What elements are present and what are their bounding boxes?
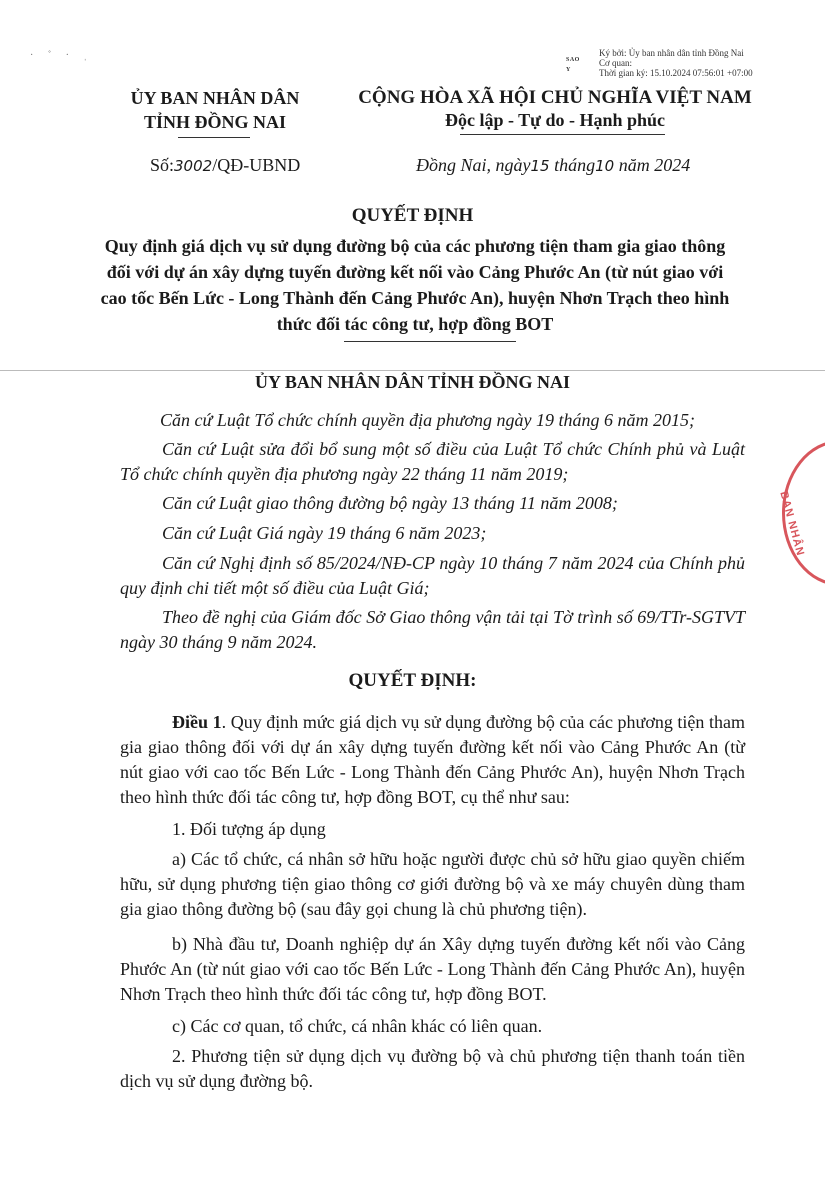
authority-heading: ỦY BAN NHÂN DÂN TỈNH ĐỒNG NAI (254, 372, 571, 392)
decision-heading: QUYẾT ĐỊNH: (348, 670, 477, 691)
legal-basis-3: Căn cứ Luật giao thông đường bộ ngày 13 tháng 11 năm 2008; (162, 493, 618, 513)
sao-y-label: SAO Y (566, 57, 580, 73)
handwritten-day: 15 (530, 157, 550, 175)
seal-text: BAN NHÂN (777, 490, 807, 558)
signature-time: Thời gian ký: 15.10.2024 07:56:01 +07:00 (599, 68, 753, 78)
motto-underline (460, 134, 665, 135)
national-title: CỘNG HÒA XÃ HỘI CHỦ NGHĨA VIỆT NAM (358, 87, 752, 108)
legal-basis-2: Căn cứ Luật sửa đổi bổ sung một số điều của Luật Tổ chức Chính phủ và Luật Tổ chức chính quyền địa phương ngày 22 tháng 11 năm 2019; (120, 439, 745, 484)
document-date: Đồng Nai, ngày15 tháng10 năm 2024 (416, 155, 691, 175)
legal-basis-4: Căn cứ Luật Giá ngày 19 tháng 6 năm 2023; (162, 523, 487, 543)
article-1: Điều 1. Quy định mức giá dịch vụ sử dụng đường bộ của các phương tiện tham gia giao thông đối với dự án xây dựng tuyến đường kết nối vào Cảng Phước An (từ nút giao với cao tốc Bến Lức - Long Thành đến Cảng Phước An), huyện Nhơn Trạch theo hình thức đối tác công tư, hợp đồng BOT, cụ thể như sau: (120, 712, 746, 807)
legal-basis-6: Theo đề nghị của Giám đốc Sở Giao thông vận tải tại Tờ trình số 69/TTr-SGTVT ngày 30 tháng 9 năm 2024. (120, 607, 745, 652)
document-number: Số:3002/QĐ-UBND (150, 155, 301, 175)
article-1-label: Điều 1 (172, 712, 222, 732)
handwritten-number: 3002 (174, 157, 213, 175)
signature-signed-by: Ký bởi: Ủy ban nhân dân tỉnh Đồng Nai (599, 48, 744, 58)
item-b: b) Nhà đầu tư, Doanh nghiệp dự án Xây dựng tuyến đường kết nối vào Cảng Phước An (từ nút giao với cao tốc Bến Lức - Long Thành đến Cảng Phước An), huyện Nhơn Trạch theo hình thức đối tác công tư, hợp đồng BOT. (120, 934, 745, 1004)
national-motto: Độc lập - Tự do - Hạnh phúc (444, 110, 666, 130)
title-underline (344, 341, 516, 342)
issuer-underline (178, 137, 250, 138)
legal-basis-5: Căn cứ Nghị định số 85/2024/NĐ-CP ngày 10 tháng 7 năm 2024 của Chính phủ quy định chi tiết một số điều của Luật Giá; (120, 553, 745, 598)
document-title: QUYẾT ĐỊNH (351, 205, 474, 226)
document-subtitle: Quy định giá dịch vụ sử dụng đường bộ của các phương tiện tham gia giao thông đối với dự án xây dựng tuyến đường kết nối vào Cảng Phước An (từ nút giao với cao tốc Bến Lức - Long Thành đến Cảng Phước An), huyện Nhơn Trạch theo hình thức đối tác công tư, hợp đồng BOT (100, 236, 730, 334)
item-a: a) Các tổ chức, cá nhân sở hữu hoặc người được chủ sở hữu giao quyền chiếm hữu, sử dụng phương tiện giao thông cơ giới đường bộ và xe máy chuyên dùng tham gia giao thông đường bộ (sau đây gọi chung là chủ phương tiện). (120, 849, 745, 919)
scan-fold-line (0, 370, 825, 371)
item-c: c) Các cơ quan, tổ chức, cá nhân khác có liên quan. (172, 1016, 543, 1036)
handwritten-month: 10 (595, 157, 615, 175)
item-2: 2. Phương tiện sử dụng dịch vụ đường bộ và chủ phương tiện thanh toán tiền dịch vụ sử dụng đường bộ. (120, 1046, 745, 1091)
issuer-line-2: TỈNH ĐỒNG NAI (143, 112, 286, 132)
legal-basis-1: Căn cứ Luật Tổ chức chính quyền địa phương ngày 19 tháng 6 năm 2015; (160, 410, 696, 430)
issuer-line-1: ỦY BAN NHÂN DÂN (130, 88, 300, 108)
scan-marks: · ˚ · ˌ (30, 50, 93, 61)
item-scope: 1. Đối tượng áp dụng (172, 819, 326, 839)
signature-agency: Cơ quan: (599, 58, 633, 68)
